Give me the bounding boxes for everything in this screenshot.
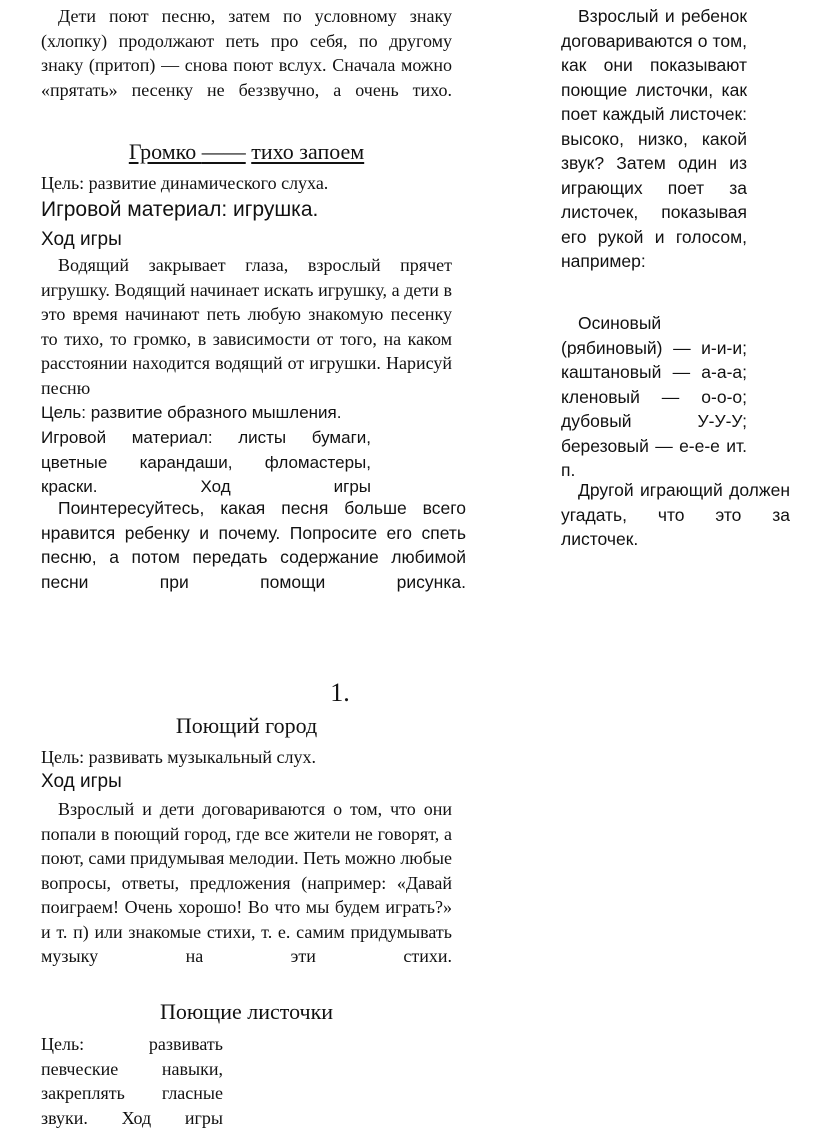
- intro-paragraph: Дети поют песню, затем по условному знаку (хлопку) продолжают петь про себя, по другому знаку (притоп) — снова поют вслух. Сначала можно «прятать» песенку не беззвучно, а очень тихо.: [41, 6, 452, 100]
- singing-city-course-text: Взрослый и дети договариваются о том, что они попали в поющий город, где все жители не говорят, а поют, сами придумывая мелодии. Петь можно любые вопросы, ответы, предложения (например: «Давай поиграем! Очень хорошо! Во что мы будем играть?» и т. п) или знакомые стихи, т. е. самим придумывать музыку на эти стихи.: [41, 799, 452, 966]
- singing-city-course-heading: Ход игры: [41, 771, 122, 792]
- singing-city-goal: Цель: развивать музыкальный слух.: [41, 747, 317, 767]
- game-title-part1: Громко: [128, 139, 202, 164]
- singing-leaves-course-heading: Ход игры: [121, 1107, 223, 1128]
- singing-leaves-goal: Цель: развивать певческие навыки, закреплять гласные звуки. Ход игры: [41, 1034, 223, 1128]
- game2-course-heading: Ход игры: [200, 477, 371, 496]
- game-title-part2: тихо запоем: [251, 139, 365, 164]
- right-paragraph1: Взрослый и ребенок договариваются о том, как они показывают поющие листочки, как поет каждый листочек: высоко, низко, какой звук? Затем один из играющих поет за листочек, показывая его рукой и голосом, например:: [561, 6, 747, 271]
- game1-course-heading: Ход игры: [41, 229, 122, 250]
- singing-leaves-title: Поющие листочки: [159, 999, 334, 1024]
- game-title-loud-quiet: [41, 139, 452, 165]
- game2-course-text: Поинтересуйтесь, какая песня больше всего нравится ребенку и почему. Попросите его спеть песню, а потом передать содержание любимой песни при помощи рисунка.: [41, 498, 466, 592]
- game2-goal: Цель: развитие образного мышления.: [41, 403, 342, 422]
- game1-goal: Цель: развитие динамического слуха.: [41, 173, 329, 193]
- leaves-list: Осиновый (рябиновый) — и-и-и; каштановый — а-а-а; кленовый — о-о-о; дубовый У-У-У; березовый — е-е-е ит. п.: [561, 313, 747, 480]
- game-title-dash: ——: [201, 139, 246, 164]
- game2-material: Игровой материал: листы бумаги, цветные карандаши, фломастеры, краски. Ход игры: [41, 428, 371, 496]
- game1-course-text: Водящий закрывает глаза, взрослый прячет игрушку. Водящий начинает искать игрушку, а дети в это время начинают петь любую знакомую песенку то тихо, то громко, в зависимости от того, на каком расстоянии находится водящий от игрушки. Нарисуй песню: [41, 255, 453, 398]
- singing-city-title: Поющий город: [175, 713, 318, 738]
- game1-material: Игровой материал: игрушка.: [41, 198, 319, 221]
- page-number: 1.: [330, 678, 350, 707]
- next-game-title: Нарисуй песню: [41, 353, 453, 398]
- right-paragraph2: Другой играющий должен угадать, что это за листочек.: [561, 480, 790, 549]
